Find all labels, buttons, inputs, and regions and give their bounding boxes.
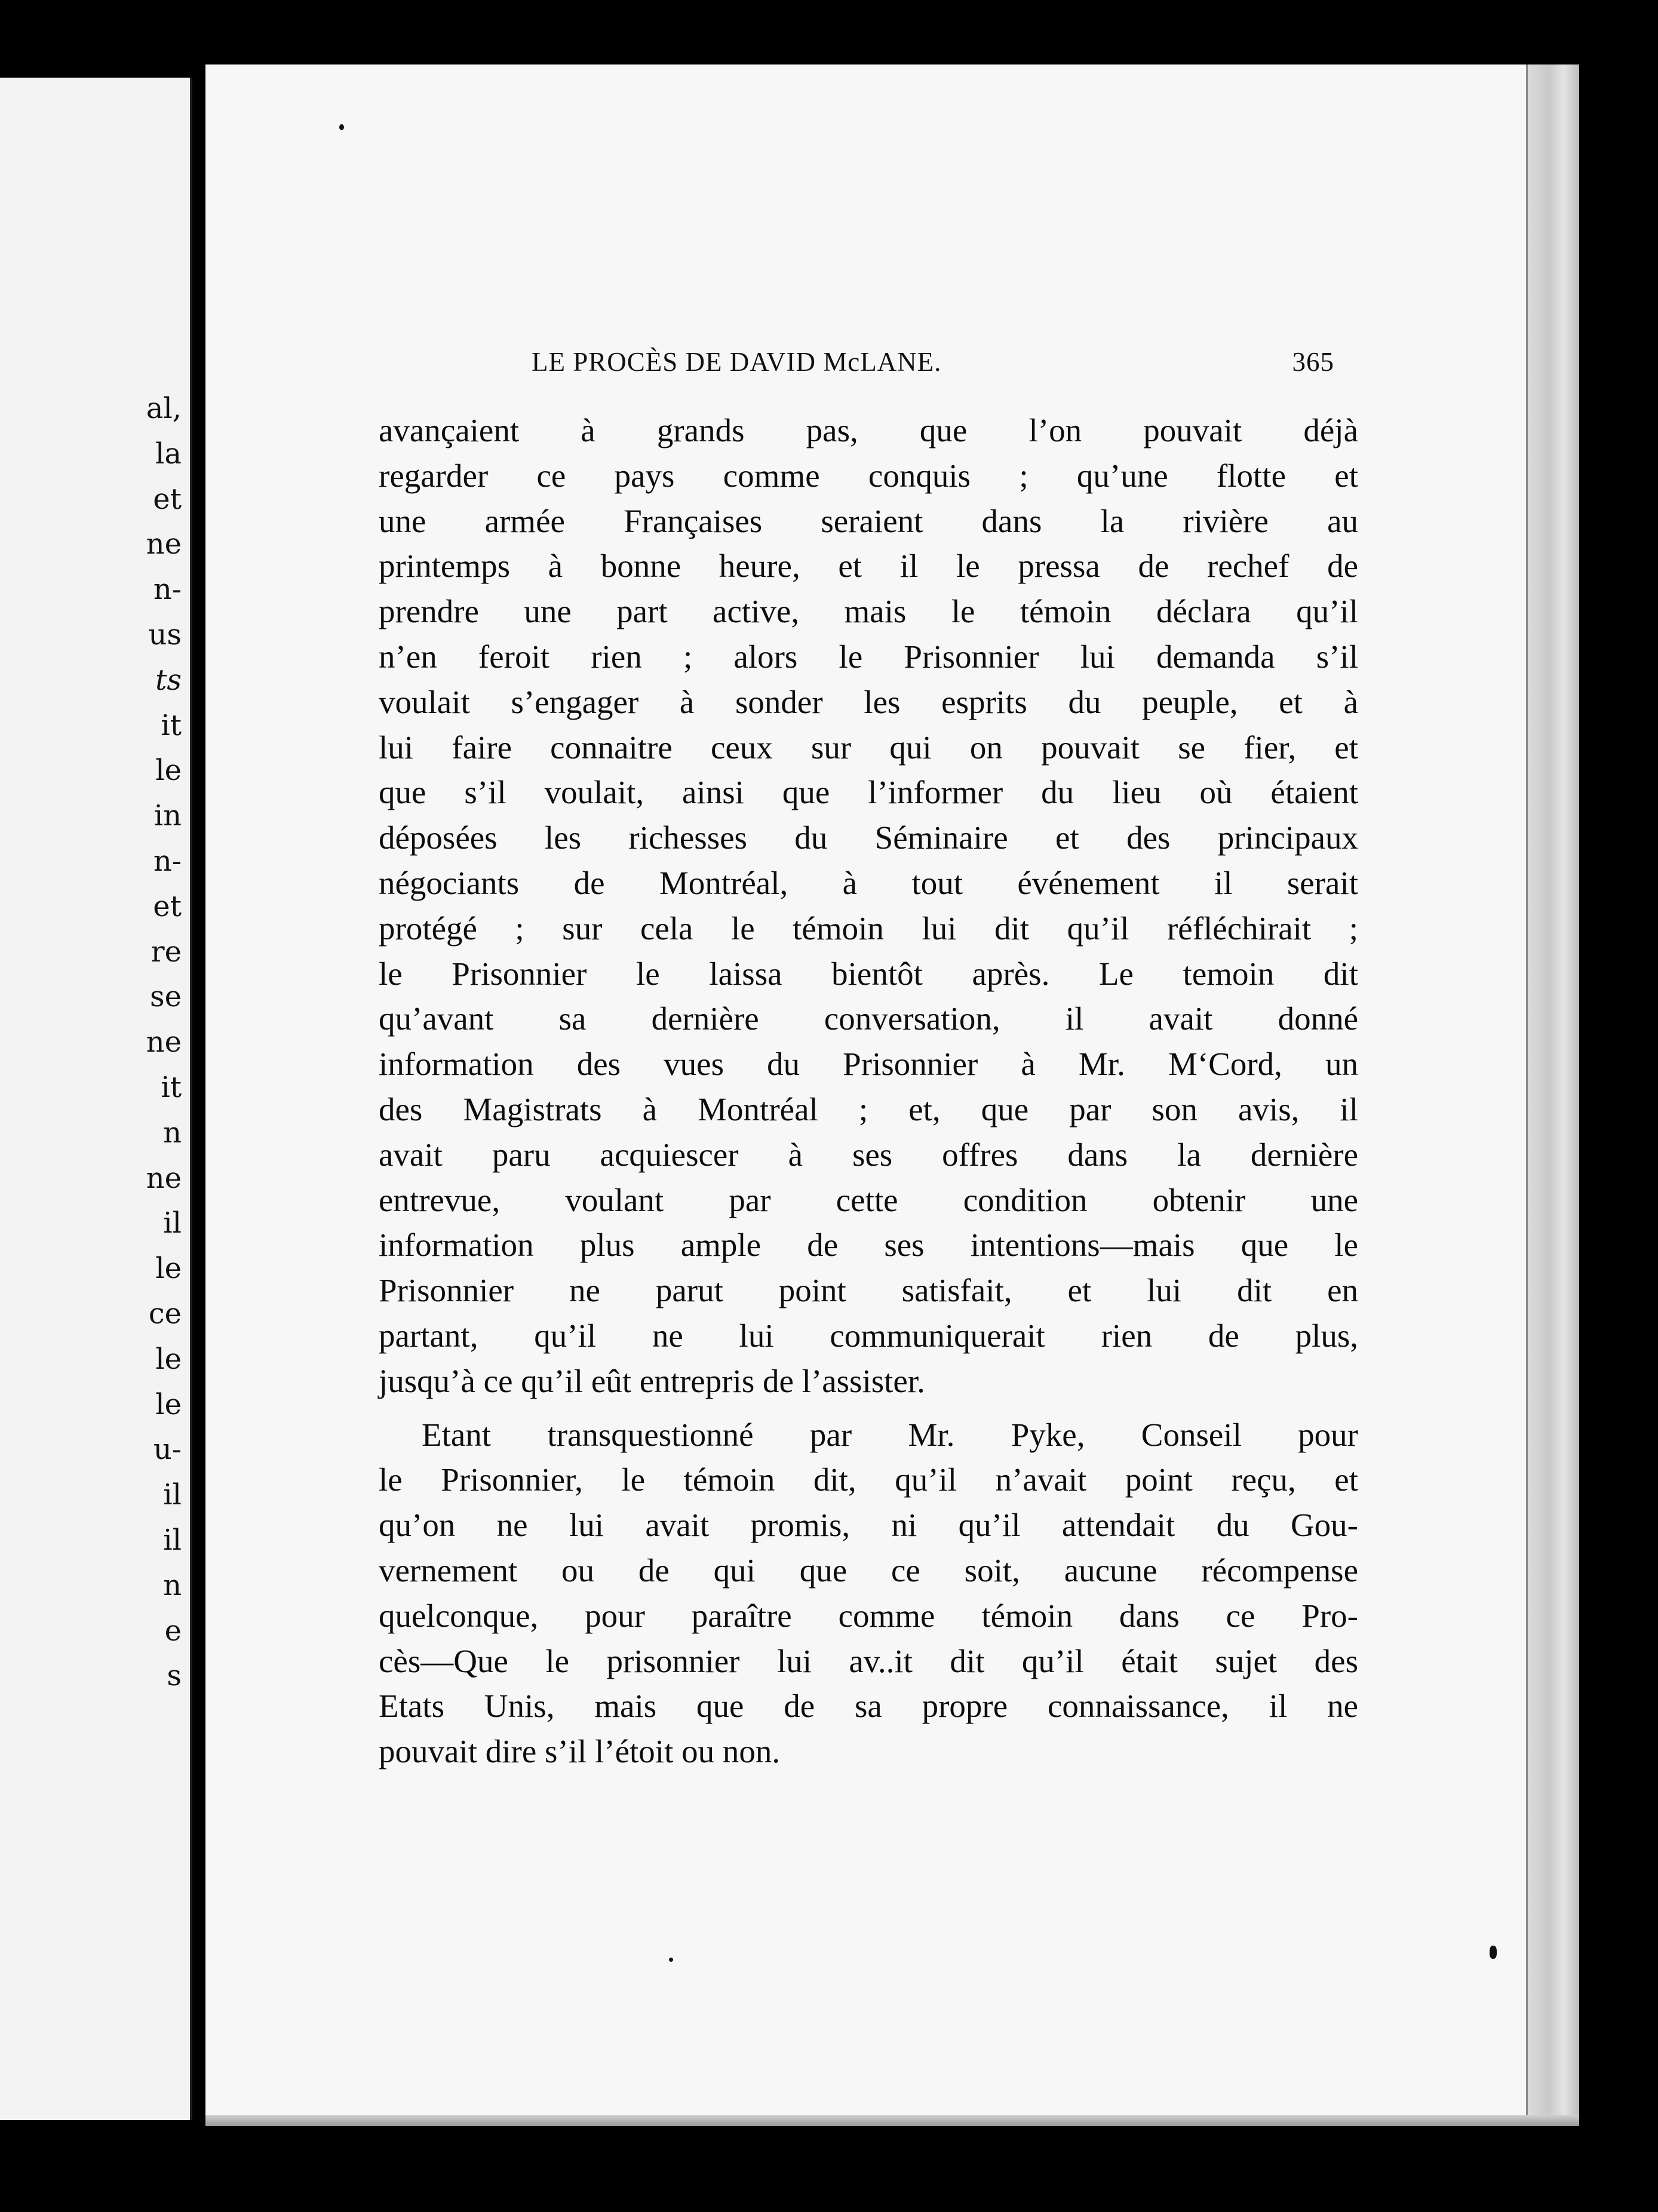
facing-page-text-fragment: et	[153, 889, 182, 923]
facing-page-text-fragment: us	[148, 618, 182, 652]
text-line: printemps à bonne heure, et il le pressa de rechef de	[379, 548, 1358, 585]
facing-page-text-fragment: se	[149, 980, 182, 1014]
text-line: Etant transquestionné par Mr. Pyke, Conseil pour	[422, 1416, 1358, 1453]
facing-page-text-fragment: ne	[146, 1025, 182, 1059]
facing-page-text-fragment: al,	[146, 392, 182, 425]
text-line: quelconque, pour paraître comme témoin dans ce Pro-	[379, 1597, 1358, 1634]
body-text	[379, 408, 1358, 1774]
ink-speck	[669, 1958, 673, 1962]
facing-page-text-fragment: u-	[153, 1433, 182, 1467]
text-line: déposées les richesses du Séminaire et des principaux	[379, 819, 1358, 856]
text-line: entrevue, voulant par cette condition obtenir une	[379, 1181, 1358, 1218]
text-line: information plus ample de ses intentions—mais que le	[379, 1227, 1358, 1264]
facing-page-text-fragment: n	[163, 1116, 182, 1150]
ink-speck	[339, 124, 344, 130]
text-line: le Prisonnier le laissa bientôt après. Le temoin dit	[379, 955, 1358, 992]
text-line: regarder ce pays comme conquis ; qu’une flotte et	[379, 457, 1358, 494]
page-edge-shadow	[1526, 64, 1579, 2126]
text-line: une armée Françaises seraient dans la rivière au	[379, 502, 1358, 539]
ink-speck	[1490, 1946, 1497, 1959]
text-line: avait paru acquiescer à ses offres dans la dernière	[379, 1136, 1358, 1173]
facing-page-text-fragment: ne	[146, 1161, 182, 1195]
facing-page-left	[0, 78, 192, 2120]
facing-page-text-fragment: s	[167, 1659, 182, 1693]
text-line: que s’il voulait, ainsi que l’informer du lieu où étaient	[379, 774, 1358, 811]
text-line: information des vues du Prisonnier à Mr. M‘Cord, un	[379, 1046, 1358, 1083]
text-line: jusqu’à ce qu’il eût entrepris de l’assister.	[379, 1362, 925, 1399]
page-number: 365	[1292, 347, 1334, 377]
facing-page-text-fragment: le	[155, 1252, 182, 1286]
text-line: vernement ou de qui que ce soit, aucune récompense	[379, 1552, 1358, 1589]
text-line: voulait s’engager à sonder les esprits du peuple, et à	[379, 683, 1358, 720]
text-line: des Magistrats à Montréal ; et, que par son avis, il	[379, 1090, 1358, 1127]
facing-page-text-fragment: it	[161, 1071, 182, 1104]
text-line: partant, qu’il ne lui communiquerait rien de plus,	[379, 1317, 1358, 1354]
facing-page-text-fragment: n-	[153, 844, 182, 878]
text-line: Etats Unis, mais que de sa propre connaissance, il ne	[379, 1688, 1358, 1725]
facing-page-text-fragment: e	[164, 1614, 182, 1648]
text-line: négociants de Montréal, à tout événement il serait	[379, 864, 1358, 901]
text-line: avançaient à grands pas, que l’on pouvait déjà	[379, 412, 1358, 448]
facing-page-text-fragment: il	[163, 1478, 182, 1512]
facing-page-text-fragment: in	[153, 799, 182, 833]
paragraph-gap	[379, 1404, 1358, 1412]
text-line: lui faire connaitre ceux sur qui on pouvait se fier, et	[379, 729, 1358, 766]
running-head-title: LE PROCÈS DE DAVID McLANE.	[532, 347, 942, 377]
facing-page-text-fragment: le	[155, 754, 182, 788]
facing-page-text-fragment: n	[163, 1568, 182, 1602]
text-line: protégé ; sur cela le témoin lui dit qu’il réfléchirait ;	[379, 910, 1358, 947]
facing-page-text-fragment: il	[163, 1206, 182, 1240]
facing-page-text-fragment: le	[155, 1387, 182, 1421]
page-bottom-edge	[205, 2115, 1579, 2126]
text-line: qu’on ne lui avait promis, ni qu’il attendait du Gou-	[379, 1507, 1358, 1544]
facing-page-text-fragment: le	[155, 1342, 182, 1376]
facing-page-text-fragment: il	[163, 1523, 182, 1557]
text-line: le Prisonnier, le témoin dit, qu’il n’avait point reçu, et	[379, 1461, 1358, 1498]
text-line: Prisonnier ne parut point satisfait, et lui dit en	[379, 1272, 1358, 1309]
text-line: cès—Que le prisonnier lui av..it dit qu’il était sujet des	[379, 1642, 1358, 1679]
text-line: pouvait dire s’il l’étoit ou non.	[379, 1733, 781, 1770]
facing-page-text-fragment: n-	[153, 573, 182, 607]
text-line: qu’avant sa dernière conversation, il avait donné	[379, 1000, 1358, 1037]
facing-page-text-fragment: it	[161, 708, 182, 742]
facing-page-text-fragment: et	[153, 482, 182, 516]
facing-page-text-fragment: ce	[148, 1297, 182, 1331]
book-page	[205, 64, 1579, 2126]
text-line: n’en feroit rien ; alors le Prisonnier lui demanda s’il	[379, 638, 1358, 675]
facing-page-text-fragment: la	[155, 437, 182, 471]
facing-page-text-fragment: ts	[155, 663, 182, 697]
facing-page-text-fragment: re	[151, 935, 182, 969]
text-line: prendre une part active, mais le témoin déclara qu’il	[379, 593, 1358, 630]
facing-page-text-fragment: ne	[146, 527, 182, 561]
